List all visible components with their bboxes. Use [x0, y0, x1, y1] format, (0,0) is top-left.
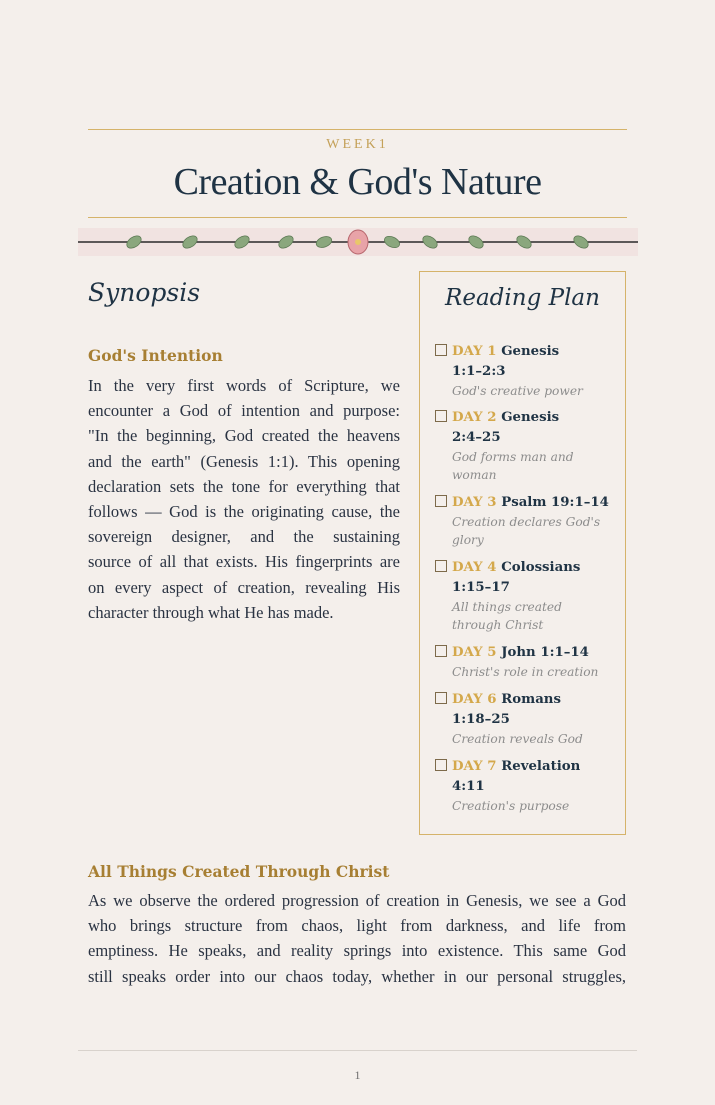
paragraph-line: As we observe the ordered progression of creation in Genesis, we see a God	[88, 891, 626, 910]
day-description	[452, 449, 615, 484]
paragraph-line: follows — God is the originating cause, the	[88, 502, 400, 522]
checkbox-icon[interactable]	[435, 692, 447, 704]
reading-day-7	[435, 757, 615, 816]
checkbox-icon[interactable]	[435, 410, 447, 422]
paragraph-line: In the very first words of Scripture, we	[88, 376, 400, 395]
reading-day-5	[435, 643, 615, 682]
day-reference: Genesis	[501, 410, 560, 425]
day-description: God's creative power	[452, 384, 583, 398]
reading-plan-title: Reading Plan	[445, 285, 600, 311]
page-number: 1	[354, 1068, 361, 1082]
checkbox-icon[interactable]	[435, 759, 447, 771]
day-reference: Romans	[501, 692, 561, 707]
day-description	[452, 599, 615, 634]
description-line: Creation declares God's	[452, 515, 601, 529]
paragraph-line: still speaks order into our chaos today, whether in our personal struggles,	[88, 966, 626, 986]
reading-day-1	[435, 342, 615, 401]
day-reference: 1:18–25	[452, 712, 510, 727]
day-reference: 2:4–25	[452, 430, 501, 445]
description-line: woman	[452, 467, 497, 482]
page-title: Creation & God's Nature	[173, 161, 542, 203]
day-reference: Revelation	[501, 759, 581, 774]
checkbox-icon[interactable]	[435, 495, 447, 507]
paragraph-line: encounter a God of intention and purpose:	[88, 401, 400, 421]
flower-icon	[348, 230, 368, 254]
checkbox-icon[interactable]	[435, 344, 447, 356]
paragraph-line: declaration sets the tone for everything that	[88, 476, 400, 496]
reading-day-3	[435, 493, 615, 549]
checkbox-icon[interactable]	[435, 560, 447, 572]
day-label: DAY 4	[452, 560, 497, 575]
title-underline	[88, 217, 627, 218]
day-label: DAY 1	[452, 344, 497, 359]
checkbox-icon[interactable]	[435, 645, 447, 657]
day-description: Christ's role in creation	[452, 665, 599, 679]
day-label: DAY 7	[452, 759, 497, 774]
footer-rule	[78, 1050, 637, 1051]
paragraph-line: character through what He has made.	[88, 602, 334, 622]
day-reference: Genesis	[501, 344, 560, 359]
day-label: DAY 3	[452, 495, 497, 510]
paragraph-line: and the earth" (Genesis 1:1). This opening	[88, 451, 400, 471]
intention-paragraph	[88, 373, 400, 625]
reading-day-6	[435, 690, 615, 749]
vine-divider-icon	[78, 228, 638, 256]
description-line: glory	[452, 532, 484, 547]
day-description: Creation reveals God	[452, 732, 583, 746]
paragraph-line: on every aspect of creation, revealing His	[88, 577, 400, 597]
synopsis-heading: Synopsis	[88, 278, 201, 307]
paragraph-line: who brings structure from chaos, light from darkness, and life from	[88, 916, 626, 936]
day-label: DAY 2	[452, 410, 497, 425]
top-rule	[88, 129, 627, 130]
section-heading-gods-intention: God's Intention	[88, 346, 223, 365]
description-line: God forms man and	[452, 450, 574, 464]
day-reference: 1:1–2:3	[452, 364, 506, 379]
paragraph-line: emptiness. He speaks, and reality springs into existence. This same God	[88, 941, 626, 961]
day-label: DAY 6	[452, 692, 497, 707]
day-reference: 1:15–17	[452, 580, 510, 595]
reading-day-4	[435, 558, 615, 634]
christ-paragraph	[88, 888, 626, 989]
day-reference: 4:11	[452, 779, 485, 794]
day-reference: Psalm 19:1–14	[501, 495, 609, 510]
description-line: All things created	[452, 600, 562, 614]
paragraph-line: "In the beginning, God created the heavens	[88, 426, 400, 446]
reading-day-2	[435, 408, 615, 484]
day-description: Creation's purpose	[452, 799, 570, 813]
day-reference: John 1:1–14	[501, 645, 589, 660]
section-heading-created-through-christ: All Things Created Through Christ	[88, 862, 390, 881]
day-label: DAY 5	[452, 645, 497, 660]
day-reference: Colossians	[501, 560, 581, 575]
description-line: through Christ	[452, 617, 544, 632]
week-label: WEEK1	[326, 137, 389, 152]
paragraph-line: sovereign designer, and the sustaining	[88, 527, 400, 547]
day-description	[452, 514, 615, 549]
paragraph-line: source of all that exists. His fingerprints are	[88, 552, 400, 572]
